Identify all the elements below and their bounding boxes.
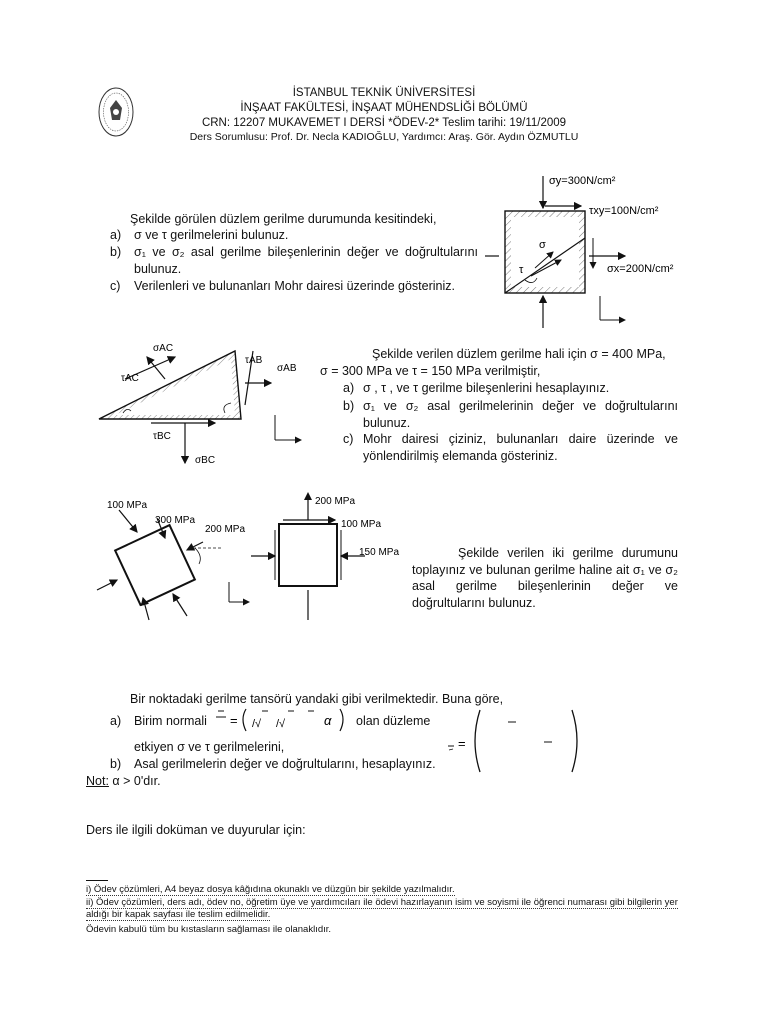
q4-not-text: α > 0'dır. xyxy=(112,774,161,788)
q1-tau-label: τ xyxy=(519,264,524,276)
q3-left-100-label: 100 MPa xyxy=(107,500,148,511)
footnote-2: ii) Ödev çözümleri, ders adı, ödev no, öğretim üye ve yardımcıları ile ödevi hazırlayanın isim ve soyismi ile öğrenci numarası gibi bilgilerin yer aldığı bir kapak sayfası ile teslim edilmelidir. xyxy=(86,897,678,920)
q2-b-text: σ₁ ve σ₂ asal gerilmelerinin değer ve doğrultularını bulunuz. xyxy=(363,399,678,430)
q2-tau-ac-label: τAC xyxy=(121,373,139,384)
header-course: CRN: 12207 MUKAVEMET I DERSİ *ÖDEV-2* Teslim tarihi: 19/11/2009 xyxy=(201,117,567,129)
header-instructors: Ders Sorumlusu: Prof. Dr. Necla KADIOĞLU, Yardımcı: Araş. Gör. Aydın ÖZMUTLU xyxy=(189,131,579,143)
q2-sigma-ab-label: σAB xyxy=(277,363,297,374)
q1-sigma-y-label: σy=300N/cm² xyxy=(549,175,616,187)
q2-sigma-bc-label: σBC xyxy=(195,455,216,466)
q2-c-text: Mohr dairesi çiziniz, bulunanları daire üzerinde ve yönlendirilmiş elemanda gösteriniz. xyxy=(363,432,678,463)
q4-a-line2: etkiyen σ ve τ gerilmelerini, xyxy=(134,740,285,754)
q3-right-100-label: 100 MPa xyxy=(341,519,382,530)
q1-intro: Şekilde görülen düzlem gerilme durumunda kesitindeki, xyxy=(130,212,437,226)
q4-a-label: a) xyxy=(110,714,122,728)
q2-wedge-figure xyxy=(95,335,320,470)
q4-not-label: Not: xyxy=(86,774,109,788)
q1-a-label: a) xyxy=(110,228,122,242)
q2-line1: Şekilde verilen düzlem gerilme hali için σ = 400 MPa, xyxy=(372,347,666,361)
q1-tau-xy-label: τxy=100N/cm² xyxy=(589,205,659,217)
q2-a-label: a) xyxy=(343,381,355,395)
q1-b-text: σ₁ ve σ₂ asal gerilme bileşenlerinin değer ve doğrultularını bulunuz. xyxy=(134,245,478,276)
q1-c-label: c) xyxy=(110,279,121,293)
header-faculty: İNŞAAT FAKÜLTESİ, İNŞAAT MÜHENDSLİĞİ BÖLÜMÜ xyxy=(240,102,528,114)
q4-b-text: Asal gerilmelerin değer ve doğrultularını, hesaplayınız. xyxy=(134,757,436,771)
footnote-1: i) Ödev çözümleri, A4 beyaz dosya kâğıdına okunaklı ve düzgün bir şekilde yazılmalıdır. xyxy=(86,884,455,895)
q4-unit-normal-expression xyxy=(212,705,352,735)
svg-text:/√: /√ xyxy=(276,718,286,730)
footnote-3: Ödevin kabulü tüm bu kıstasların sağlaması ile olanaklıdır. xyxy=(86,924,332,935)
q2-tau-bc-label: τBC xyxy=(153,431,171,442)
q4-intro: Bir noktadaki gerilme tansörü yandaki gibi verilmektedir. Buna göre, xyxy=(130,692,504,706)
q3-right-200-label: 200 MPa xyxy=(315,496,356,507)
header-university: İSTANBUL TEKNİK ÜNİVERSİTESİ xyxy=(292,87,476,99)
q2-a-text: σ , τ , ve τ gerilme bileşenlerini hesaplayınız. xyxy=(363,381,610,395)
svg-text:=: = xyxy=(230,713,238,728)
q2-c-label: c) xyxy=(343,432,354,446)
q1-stress-element-figure xyxy=(485,168,685,328)
q4-alpha-symbol: α xyxy=(324,713,332,728)
q1-c-text: Verilenleri ve bulunanları Mohr dairesi üzerinde gösteriniz. xyxy=(134,279,456,293)
q4-a-text: Birim normali xyxy=(134,714,207,728)
q2-b-label: b) xyxy=(343,399,355,413)
svg-text:=: = xyxy=(458,736,466,751)
footnote-separator xyxy=(86,880,108,881)
q3-left-200-label: 200 MPa xyxy=(205,524,246,535)
q4-b-label: b) xyxy=(110,757,122,771)
announcement-text: Ders ile ilgili doküman ve duyurular için: xyxy=(86,823,306,837)
q2-line2: σ = 300 MPa ve τ = 150 MPa verilmiştir, xyxy=(320,364,541,378)
q1-sigma-x-label: σx=200N/cm² xyxy=(607,263,674,275)
q1-a-text: σ ve τ gerilmelerini bulunuz. xyxy=(134,228,289,242)
q4-a-tail: olan düzleme xyxy=(356,714,431,728)
q4-stress-tensor-matrix xyxy=(446,708,586,774)
q1-b-label: b) xyxy=(110,245,122,259)
q3-right-150-label: 150 MPa xyxy=(359,547,400,558)
q1-sigma-label: σ xyxy=(539,239,546,251)
q3-two-stress-states-figure xyxy=(95,490,405,630)
q3-text: Şekilde verilen iki gerilme durumunu toplayınız ve bulunan gerilme haline ait σ₁ ve σ₂ asal gerilme bileşenlerinin değer ve doğrultularını bulunuz. xyxy=(412,546,678,610)
svg-text:/√: /√ xyxy=(252,718,262,730)
q2-sigma-ac-label: σAC xyxy=(153,343,174,354)
q2-tau-ab-label: τAB xyxy=(245,355,263,366)
q3-left-300-label: 300 MPa xyxy=(155,515,196,526)
